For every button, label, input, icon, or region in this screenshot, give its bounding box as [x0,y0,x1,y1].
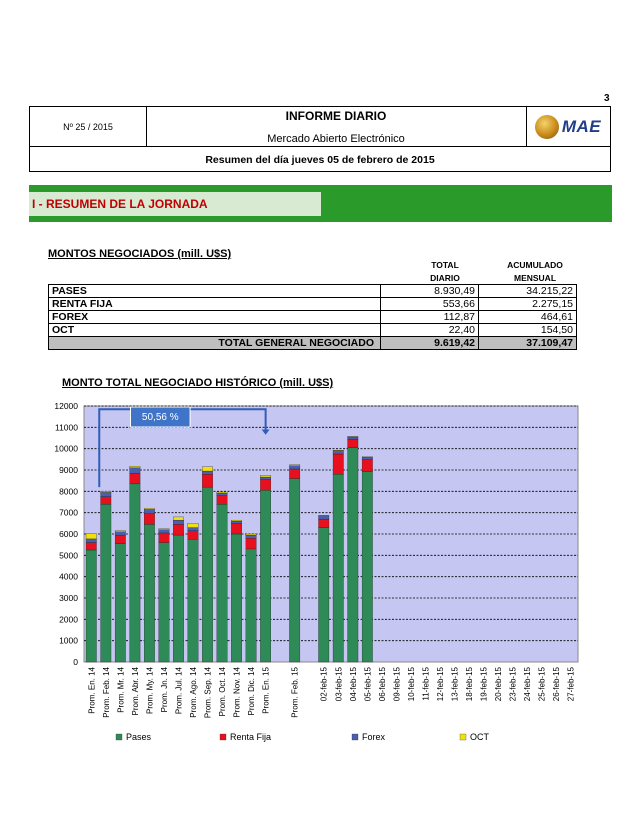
bar-segment [362,457,372,459]
historical-volume-chart [0,390,638,760]
bar-segment [159,543,169,662]
bar-segment [260,490,270,662]
bar-segment [115,544,125,662]
bar-segment [231,520,241,521]
bar-segment [188,528,198,531]
x-tick-label: 10-feb-15 [406,667,416,702]
y-tick-label: 4000 [59,571,78,582]
bar-segment [144,514,154,525]
bar-segment [202,474,212,487]
row-diario: 22,40 [381,324,479,337]
x-tick-label: 26-feb-15 [552,667,562,702]
x-tick-label: Prom. Feb. 15 [290,667,300,718]
bar-segment [159,530,169,533]
bar-segment [319,519,329,528]
x-tick-label: 19-feb-15 [479,667,489,702]
montos-table [48,284,577,350]
row-label: PASES [49,285,381,298]
total-label: TOTAL GENERAL NEGOCIADO [49,337,381,350]
bar-segment [188,531,198,540]
bar-segment [130,473,140,484]
bar-segment [130,468,140,473]
x-tick-label: 27-feb-15 [566,667,576,702]
bar-segment [362,471,372,662]
y-tick-label: 11000 [54,422,78,433]
bar-segment [202,467,212,471]
y-tick-label: 10000 [54,443,78,454]
x-tick-label: Prom. Abr. 14 [130,667,140,716]
bar-segment [101,497,111,504]
bar-segment [260,477,270,480]
y-tick-label: 7000 [59,507,78,518]
page-number: 3 [604,93,610,104]
bar-segment [115,531,125,532]
total-mensual: 37.109,47 [479,337,577,350]
x-tick-label: Prom. Oct. 14 [218,667,228,717]
y-tick-label: 2000 [59,614,78,625]
row-label: OCT [49,324,381,337]
bar-segment [348,439,358,448]
x-tick-label: Prom. Mr. 14 [116,667,126,713]
bar-segment [188,539,198,662]
col-mensual-label: MENSUAL [513,273,557,283]
legend-label: Forex [362,732,386,742]
bar-segment [246,549,256,662]
y-tick-label: 12000 [54,401,78,411]
legend-label: Renta Fija [230,732,272,742]
bar-segment [159,529,169,530]
row-mensual: 2.275,15 [479,298,577,311]
x-tick-label: 20-feb-15 [494,667,504,702]
bar-segment [173,524,183,535]
bar-segment [348,437,358,439]
bar-segment [246,535,256,538]
bar-segment [144,508,154,509]
chart-title: MONTO TOTAL NEGOCIADO HISTÓRICO (mill. U$S) [62,377,334,389]
legend-swatch [220,734,226,740]
x-tick-label: 06-feb-15 [377,667,387,702]
y-tick-label: 9000 [59,465,78,475]
row-mensual: 464,61 [479,311,577,324]
x-tick-label: Prom. En. 15 [261,667,271,714]
report-number: Nº 25 / 2015 [30,107,147,146]
table-row [49,324,577,337]
bar-segment [246,534,256,535]
x-tick-label: 24-feb-15 [523,667,533,702]
bar-segment [217,493,227,496]
table-row [49,285,577,298]
bar-segment [289,469,299,479]
bar-segment [144,524,154,662]
total-row [49,337,577,350]
table-row [49,298,577,311]
total-diario: 9.619,42 [381,337,479,350]
x-tick-label: Prom. Sep. 14 [203,667,213,719]
x-tick-label: 09-feb-15 [392,667,402,702]
x-tick-label: Prom. Ago. 14 [188,667,198,718]
bar-segment [86,539,96,543]
row-label: FOREX [49,311,381,324]
x-tick-label: Prom. Dic. 14 [247,667,257,716]
bar-segment [101,492,111,496]
y-tick-label: 3000 [59,593,78,603]
bar-segment [86,550,96,662]
section-title: I - RESUMEN DE LA JORNADA [29,192,321,216]
y-tick-label: 1000 [59,635,78,646]
bar-segment [260,475,270,477]
row-label: RENTA FIJA [49,298,381,311]
x-tick-label: Prom. Jn. 14 [159,667,169,713]
bar-segment [159,533,169,543]
x-tick-label: 02-feb-15 [319,667,329,702]
legend-swatch [460,734,466,740]
report-title: INFORME DIARIO [285,109,387,123]
bar-segment [333,454,343,474]
x-tick-label: 13-feb-15 [450,667,460,702]
bar-segment [289,479,299,662]
bar-segment [130,466,140,468]
legend-label: Pases [126,732,152,742]
bar-segment [362,460,372,472]
y-tick-label: 0 [73,657,78,667]
bar-segment [101,491,111,492]
y-tick-label: 6000 [59,529,78,539]
row-diario: 8.930,49 [381,285,479,298]
bar-segment [289,465,299,466]
col-total-label: TOTAL [431,260,459,270]
bar-segment [188,523,198,527]
summary-line: Resumen del día jueves 05 de febrero de 2015 [30,146,610,172]
bar-segment [231,521,241,523]
x-tick-label: 05-feb-15 [363,667,373,702]
bar-segment [202,487,212,662]
bar-segment [86,534,96,539]
x-tick-label: Prom. En. 14 [87,667,97,714]
y-tick-label: 8000 [59,486,78,497]
x-tick-label: 03-feb-15 [334,667,344,702]
montos-title: MONTOS NEGOCIADOS (mill. U$S) [48,248,232,260]
col-diario-label: DIARIO [430,273,460,283]
report-title-block [146,107,527,146]
bar-segment [231,523,241,534]
x-tick-label: 11-feb-15 [421,667,431,701]
row-mensual: 34.215,22 [479,285,577,298]
bar-segment [319,528,329,662]
bar-segment [246,538,256,549]
logo-text: MAE [561,116,602,136]
row-diario: 112,87 [381,311,479,324]
x-tick-label: Prom. My. 14 [145,667,155,714]
bar-segment [348,448,358,662]
x-tick-label: Prom. Nov. 14 [232,667,242,718]
x-tick-label: 04-feb-15 [348,667,358,702]
mae-logo [526,107,610,146]
bar-segment [333,474,343,662]
report-header [29,106,611,172]
bar-segment [319,516,329,519]
legend-label: OCT [470,732,489,742]
bar-segment [333,450,343,451]
bar-segment [86,543,96,550]
report-subtitle: Mercado Abierto Electrónico [267,133,405,145]
bar-segment [101,504,111,662]
table-row [49,311,577,324]
bar-segment [333,451,343,454]
bar-segment [173,517,183,520]
x-tick-label: Prom. Jul. 14 [174,667,184,715]
x-tick-label: 23-feb-15 [508,667,518,702]
bar-segment [202,471,212,474]
bar-segment [173,535,183,662]
bar-segment [231,534,241,662]
bar-segment [173,520,183,524]
bar-segment [217,492,227,493]
bar-segment [260,480,270,491]
x-tick-label: 25-feb-15 [537,667,547,702]
row-mensual: 154,50 [479,324,577,337]
bar-segment [144,509,154,513]
col-acumulado-label: ACUMULADO [507,260,563,270]
bar-segment [217,504,227,662]
logo-globe-icon [535,115,559,139]
legend-swatch [352,734,358,740]
bar-segment [115,535,125,544]
x-tick-label: 18-feb-15 [465,667,475,702]
annotation-label: 50,56 % [141,412,179,423]
bar-segment [289,466,299,469]
bar-segment [115,532,125,535]
row-diario: 553,66 [381,298,479,311]
legend-swatch [116,734,122,740]
bar-segment [217,496,227,505]
y-tick-label: 5000 [59,550,78,561]
x-tick-label: 12-feb-15 [435,667,445,702]
x-tick-label: Prom. Feb. 14 [101,667,111,718]
bar-segment [130,484,140,662]
